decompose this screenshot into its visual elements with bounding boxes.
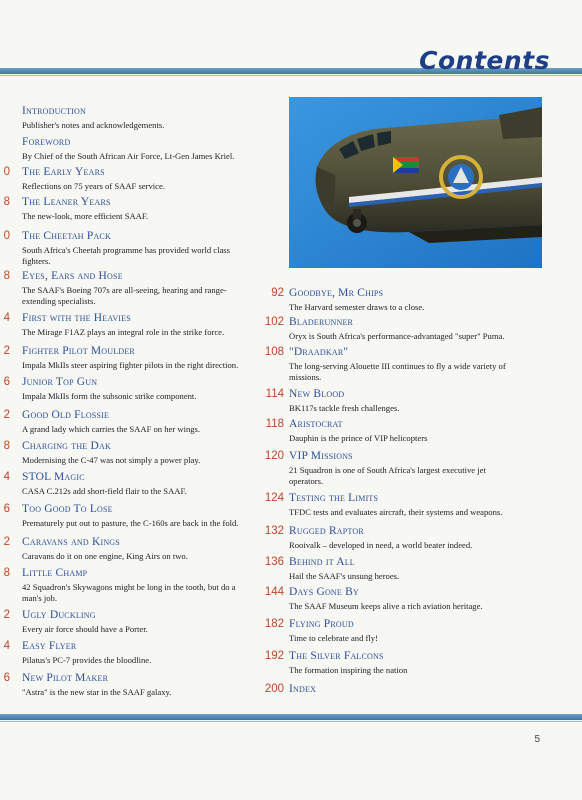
c130-aircraft-image	[289, 97, 542, 268]
entry-page-number: 132	[264, 525, 284, 537]
entry-description: The new-look, more efficient SAAF.	[22, 211, 149, 221]
page-title: Contents	[419, 46, 550, 75]
entry-title: VIP Missions	[289, 450, 353, 462]
entry-title: "Draadkar"	[289, 346, 349, 358]
entry-description: Rooivalk – developed in need, a world beater indeed.	[289, 540, 473, 550]
entry-description: The formation inspiring the nation	[289, 665, 408, 675]
entry-title: New Pilot Maker	[22, 672, 109, 684]
entry-page-number: 4	[3, 640, 10, 652]
entry-description: Pilatus's PC-7 provides the bloodline.	[22, 655, 152, 665]
entry-description: By Chief of the South African Air Force, Lt-Gen James Kriel.	[22, 151, 235, 161]
entry-title: STOL Magic	[22, 471, 85, 483]
entry-description: The Mirage F1AZ plays an integral role in the strike force.	[22, 327, 225, 337]
entry-description: Publisher's notes and acknowledgements.	[22, 120, 165, 130]
entry-page-number: 114	[265, 388, 284, 400]
entry-title: Days Gone By	[289, 586, 359, 598]
entry-description: The long-serving Alouette III continues to fly a wide variety of missions.	[289, 361, 506, 382]
aircraft-photo	[289, 97, 542, 268]
entry-page-number: 182	[264, 618, 284, 630]
entry-description: A grand lady which carries the SAAF on her wings.	[22, 424, 201, 434]
entry-title: Index	[289, 683, 317, 695]
top-divider-thin	[0, 75, 582, 76]
entry-description: Time to celebrate and fly!	[289, 633, 378, 643]
entry-page-number: 8	[3, 567, 10, 579]
entry-description: Caravans do it on one engine, King Airs on two.	[22, 551, 188, 561]
bottom-divider	[0, 714, 582, 720]
entry-description: The SAAF's Boeing 707s are all-seeing, hearing and range-extending specialists.	[22, 285, 227, 306]
entry-page-number: 0	[3, 166, 10, 178]
entry-description: Prematurely put out to pasture, the C-160s are back in the fold.	[22, 518, 239, 528]
entry-page-number: 200	[264, 683, 284, 695]
entry-page-number: 136	[264, 556, 284, 568]
entry-title: Bladerunner	[289, 316, 354, 328]
bottom-divider-thin	[0, 721, 582, 722]
entry-page-number: 2	[3, 409, 10, 421]
entry-title: Too Good To Lose	[22, 503, 113, 515]
entry-title: Ugly Duckling	[22, 609, 96, 621]
entry-description: BK117s tackle fresh challenges.	[289, 403, 400, 413]
entry-page-number: 4	[3, 312, 10, 324]
entry-description: "Astra" is the new star in the SAAF galaxy.	[22, 687, 172, 697]
entry-description: Impala MkIIs steer aspiring fighter pilots in the right direction.	[22, 360, 239, 370]
entry-title: Rugged Raptor	[289, 525, 364, 537]
entry-title: Little Champ	[22, 567, 88, 579]
entry-page-number: 124	[264, 492, 284, 504]
entry-page-number: 2	[3, 345, 10, 357]
entry-page-number: 6	[3, 503, 10, 515]
entry-description: Every air force should have a Porter.	[22, 624, 148, 634]
entry-page-number: 108	[264, 346, 284, 358]
entry-description: Reflections on 75 years of SAAF service.	[22, 181, 165, 191]
entry-title: Caravans and Kings	[22, 536, 120, 548]
entry-title: Charging the Dak	[22, 440, 111, 452]
entry-page-number: 0	[3, 230, 10, 242]
entry-title: Introduction	[22, 105, 87, 117]
entry-title: Eyes, Ears and Hose	[22, 270, 123, 282]
entry-title: Good Old Flossie	[22, 409, 110, 421]
entry-description: Dauphin is the prince of VIP helicopters	[289, 433, 428, 443]
entry-page-number: 144	[264, 586, 284, 598]
entry-description: The Harvard semester draws to a close.	[289, 302, 425, 312]
entry-page-number: 8	[3, 440, 10, 452]
entry-description: 21 Squadron is one of South Africa's largest executive jet operators.	[289, 465, 486, 486]
entry-title: Behind it All	[289, 556, 355, 568]
entry-description: 42 Squadron's Skywagons might be long in the tooth, but do a man's job.	[22, 582, 236, 603]
entry-title: First with the Heavies	[22, 312, 131, 324]
entry-description: Modernising the C-47 was not simply a power play.	[22, 455, 201, 465]
entry-title: The Cheetah Pack	[22, 230, 111, 242]
entry-title: Fighter Pilot Moulder	[22, 345, 135, 357]
entry-description: South Africa's Cheetah programme has provided world class fighters.	[22, 245, 230, 266]
entry-description: TFDC tests and evaluates aircraft, their systems and weapons.	[289, 507, 503, 517]
entry-description: Impala MkIIs form the subsonic strike component.	[22, 391, 197, 401]
entry-page-number: 6	[3, 672, 10, 684]
entry-page-number: 118	[265, 418, 284, 430]
entry-page-number: 192	[264, 650, 284, 662]
entry-title: Aristocrat	[289, 418, 343, 430]
entry-description: CASA C.212s add short-field flair to the SAAF.	[22, 486, 187, 496]
entry-page-number: 2	[3, 536, 10, 548]
entry-page-number: 2	[3, 609, 10, 621]
entry-page-number: 8	[3, 196, 10, 208]
entry-page-number: 102	[264, 316, 284, 328]
page-number: 5	[534, 734, 540, 745]
entry-page-number: 6	[3, 376, 10, 388]
entry-title: Junior Top Gun	[22, 376, 98, 388]
entry-page-number: 4	[3, 471, 10, 483]
entry-title: Easy Flyer	[22, 640, 77, 652]
entry-title: The Early Years	[22, 166, 105, 178]
entry-description: Oryx is South Africa's performance-advantaged "super" Puma.	[289, 331, 505, 341]
entry-title: New Blood	[289, 388, 345, 400]
entry-page-number: 92	[271, 287, 284, 299]
entry-description: The SAAF Museum keeps alive a rich aviation heritage.	[289, 601, 483, 611]
entry-page-number: 8	[3, 270, 10, 282]
entry-title: Goodbye, Mr Chips	[289, 287, 384, 299]
entry-description: Hail the SAAF's unsung heroes.	[289, 571, 400, 581]
entry-title: The Leaner Years	[22, 196, 111, 208]
entry-title: Testing the Limits	[289, 492, 379, 504]
entry-title: Foreword	[22, 136, 71, 148]
entry-title: Flying Proud	[289, 618, 354, 630]
entry-page-number: 120	[264, 450, 284, 462]
entry-title: The Silver Falcons	[289, 650, 384, 662]
